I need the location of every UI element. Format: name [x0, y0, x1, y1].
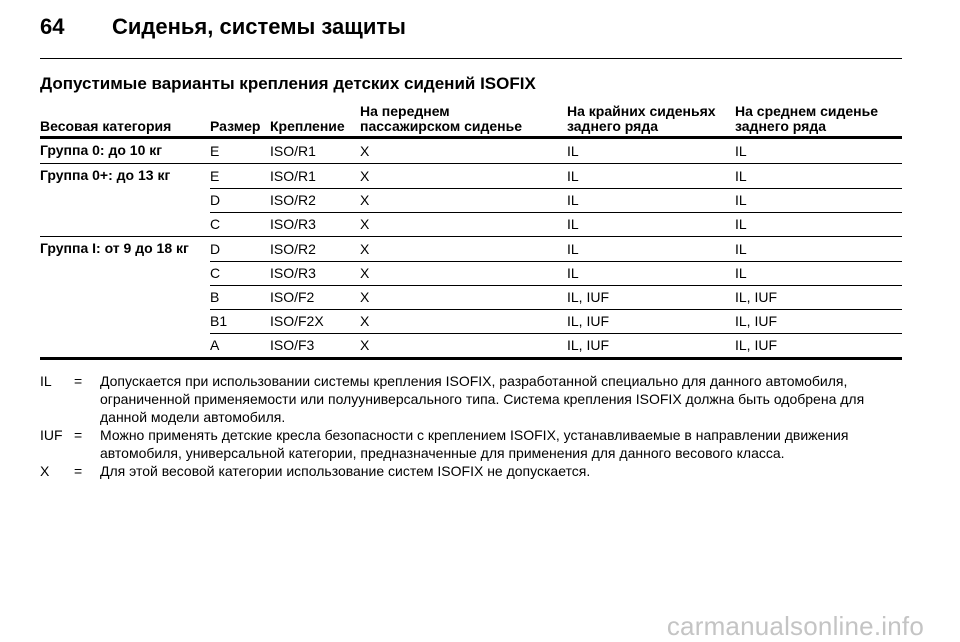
rear-outer-cell: IL	[567, 188, 735, 212]
rear-outer-cell: IL, IUF	[567, 309, 735, 333]
mount-cell: ISO/F2	[270, 285, 360, 309]
weight-category-cell: Группа I: от 9 до 18 кг	[40, 237, 210, 262]
mount-cell: ISO/F3	[270, 333, 360, 359]
note-key: IUF	[40, 427, 63, 443]
rear-center-cell: IL, IUF	[735, 285, 902, 309]
legend-notes	[40, 372, 902, 480]
weight-category-cell	[40, 309, 210, 333]
weight-category-cell: Группа 0: до 10 кг	[40, 142, 163, 158]
page-title: Сиденья, системы защиты	[112, 14, 406, 39]
weight-category-cell	[40, 188, 210, 212]
note-equals: =	[74, 373, 83, 389]
col-header-rear-outer-seats: На крайних сиденьях заднего ряда	[567, 104, 735, 138]
page-number: 64	[40, 14, 65, 39]
rear-outer-cell: IL	[567, 237, 735, 262]
table-row	[40, 309, 902, 333]
section-title: Допустимые варианты крепления детских сидений ISOFIX	[40, 74, 536, 93]
table-row	[40, 212, 902, 237]
watermark: carmanualsonline.info	[666, 611, 924, 641]
note-equals: =	[74, 463, 83, 479]
size-cell: B1	[210, 309, 270, 333]
col-header-front-seat: На переднем пассажирском сиденье	[360, 104, 567, 138]
table-row	[40, 138, 902, 164]
table-row	[40, 285, 902, 309]
front-seat-cell: X	[360, 212, 567, 237]
header-divider	[40, 58, 902, 59]
note-equals: =	[74, 427, 83, 443]
front-seat-cell: X	[360, 261, 567, 285]
size-cell: C	[210, 261, 270, 285]
size-cell: D	[210, 237, 270, 262]
rear-outer-cell: IL	[567, 212, 735, 237]
mount-cell: ISO/R2	[270, 237, 360, 262]
rear-center-cell: IL	[735, 164, 902, 189]
mount-cell: ISO/R3	[270, 261, 360, 285]
rear-outer-cell: IL, IUF	[567, 333, 735, 359]
note-key: X	[40, 463, 50, 479]
table-header-row	[40, 104, 902, 138]
mount-cell: ISO/R2	[270, 188, 360, 212]
table-row	[40, 237, 902, 262]
rear-center-cell: IL	[735, 261, 902, 285]
front-seat-cell: X	[360, 164, 567, 189]
note-text: Допускается при использовании системы крепления ISOFIX, разработанной специально для данного автомобиля, ограниченной применяемости или полууниверсального типа. Система крепления ISOFIX должна быть одобрена для данной модели автомобиля.	[100, 373, 865, 425]
mount-cell: ISO/R3	[270, 212, 360, 237]
rear-outer-cell: IL	[567, 261, 735, 285]
front-seat-cell: X	[360, 333, 567, 359]
rear-center-cell: IL	[735, 143, 747, 159]
note-text: Для этой весовой категории использование систем ISOFIX не допускается.	[100, 463, 591, 479]
page-header	[40, 14, 902, 46]
weight-category-cell	[40, 285, 210, 309]
size-cell: E	[210, 143, 220, 159]
weight-category-cell	[40, 212, 210, 237]
front-seat-cell: X	[360, 237, 567, 262]
rear-outer-cell: IL, IUF	[567, 285, 735, 309]
table-row	[40, 333, 902, 359]
mount-cell: ISO/R1	[270, 143, 316, 159]
front-seat-cell: X	[360, 188, 567, 212]
legend-note-x	[40, 462, 902, 480]
weight-category-cell: Группа 0+: до 13 кг	[40, 164, 210, 189]
note-key: IL	[40, 373, 52, 389]
col-header-mount: Крепление	[270, 104, 360, 138]
weight-category-cell	[40, 333, 210, 359]
mount-cell: ISO/F2X	[270, 309, 360, 333]
col-header-size: Размер	[210, 104, 270, 138]
size-cell: D	[210, 188, 270, 212]
mount-cell: ISO/R1	[270, 164, 360, 189]
note-text: Можно применять детские кресла безопасности с креплением ISOFIX, устанавливаемые в направлении движения автомобиля, универсальной категории, предназначенные для применения для данного весового класса.	[100, 427, 849, 461]
rear-outer-cell: IL	[567, 143, 579, 159]
front-seat-cell: X	[360, 309, 567, 333]
legend-note-il	[40, 372, 902, 426]
rear-outer-cell: IL	[567, 164, 735, 189]
front-seat-cell: X	[360, 285, 567, 309]
rear-center-cell: IL	[735, 188, 902, 212]
rear-center-cell: IL, IUF	[735, 333, 902, 359]
size-cell: C	[210, 212, 270, 237]
rear-center-cell: IL	[735, 212, 902, 237]
size-cell: E	[210, 164, 270, 189]
table-row	[40, 261, 902, 285]
rear-center-cell: IL, IUF	[735, 309, 902, 333]
size-cell: A	[210, 333, 270, 359]
weight-category-cell	[40, 261, 210, 285]
col-header-category: Весовая категория	[40, 104, 210, 138]
col-header-rear-center-seat: На среднем сиденье заднего ряда	[735, 104, 902, 138]
rear-center-cell: IL	[735, 237, 902, 262]
size-cell: B	[210, 285, 270, 309]
table-row	[40, 188, 902, 212]
table-row	[40, 164, 902, 189]
isofix-table	[40, 104, 902, 360]
front-seat-cell: X	[360, 143, 370, 159]
legend-note-iuf	[40, 426, 902, 462]
